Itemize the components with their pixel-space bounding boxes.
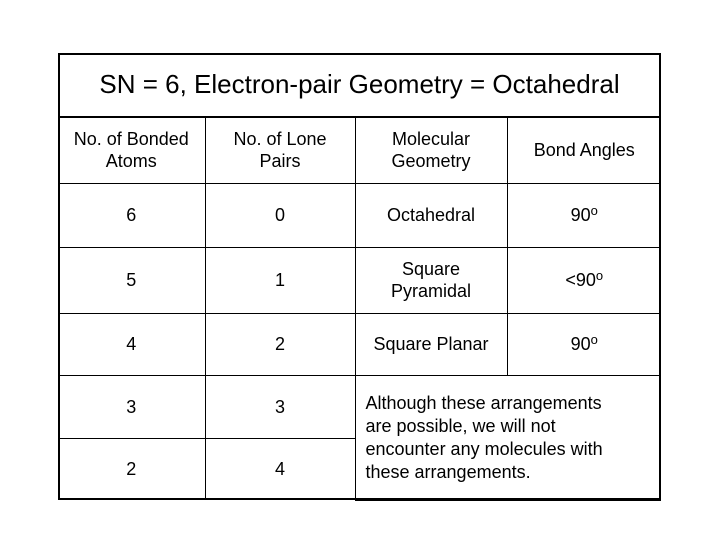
header-molecular-geometry: Molecular Geometry	[355, 117, 507, 183]
bond-angle-cell: 90$^o$	[507, 313, 661, 375]
lone-pairs-cell: 4	[205, 438, 355, 500]
geometry-cell: Octahedral	[355, 183, 507, 247]
bonded-atoms-cell: 5	[58, 247, 205, 313]
bonded-atoms-cell: 2	[58, 438, 205, 500]
geometry-cell: Square Planar	[355, 313, 507, 375]
bond-angle-cell: $<90^o$	[507, 247, 661, 313]
slide-title	[58, 53, 661, 118]
lone-pairs-cell: 0	[205, 183, 355, 247]
arrangements-note: Although these arrangements are possible, we will not encounter any molecules with these arrangements.	[355, 375, 661, 500]
table-row	[58, 313, 661, 375]
header-lone-pairs: No. of Lone Pairs	[205, 117, 355, 183]
bonded-atoms-cell: 4	[58, 313, 205, 375]
header-bonded-atoms: No. of Bonded Atoms	[58, 117, 205, 183]
lone-pairs-cell: 3	[205, 375, 355, 438]
lone-pairs-cell: 2	[205, 313, 355, 375]
geometry-cell: Square Pyramidal	[355, 247, 507, 313]
bond-angle-cell: 90$^o$	[507, 183, 661, 247]
table-row	[58, 375, 661, 438]
bonded-atoms-cell: 6	[58, 183, 205, 247]
geometry-table	[58, 117, 661, 501]
header-row	[58, 117, 661, 183]
lone-pairs-cell: 1	[205, 247, 355, 313]
table-row	[58, 247, 661, 313]
header-bond-angles: Bond Angles	[507, 117, 661, 183]
table-row	[58, 183, 661, 247]
bonded-atoms-cell: 3	[58, 375, 205, 438]
slide-title-text: SN = 6, Electron-pair Geometry = Octahedral	[99, 69, 620, 99]
